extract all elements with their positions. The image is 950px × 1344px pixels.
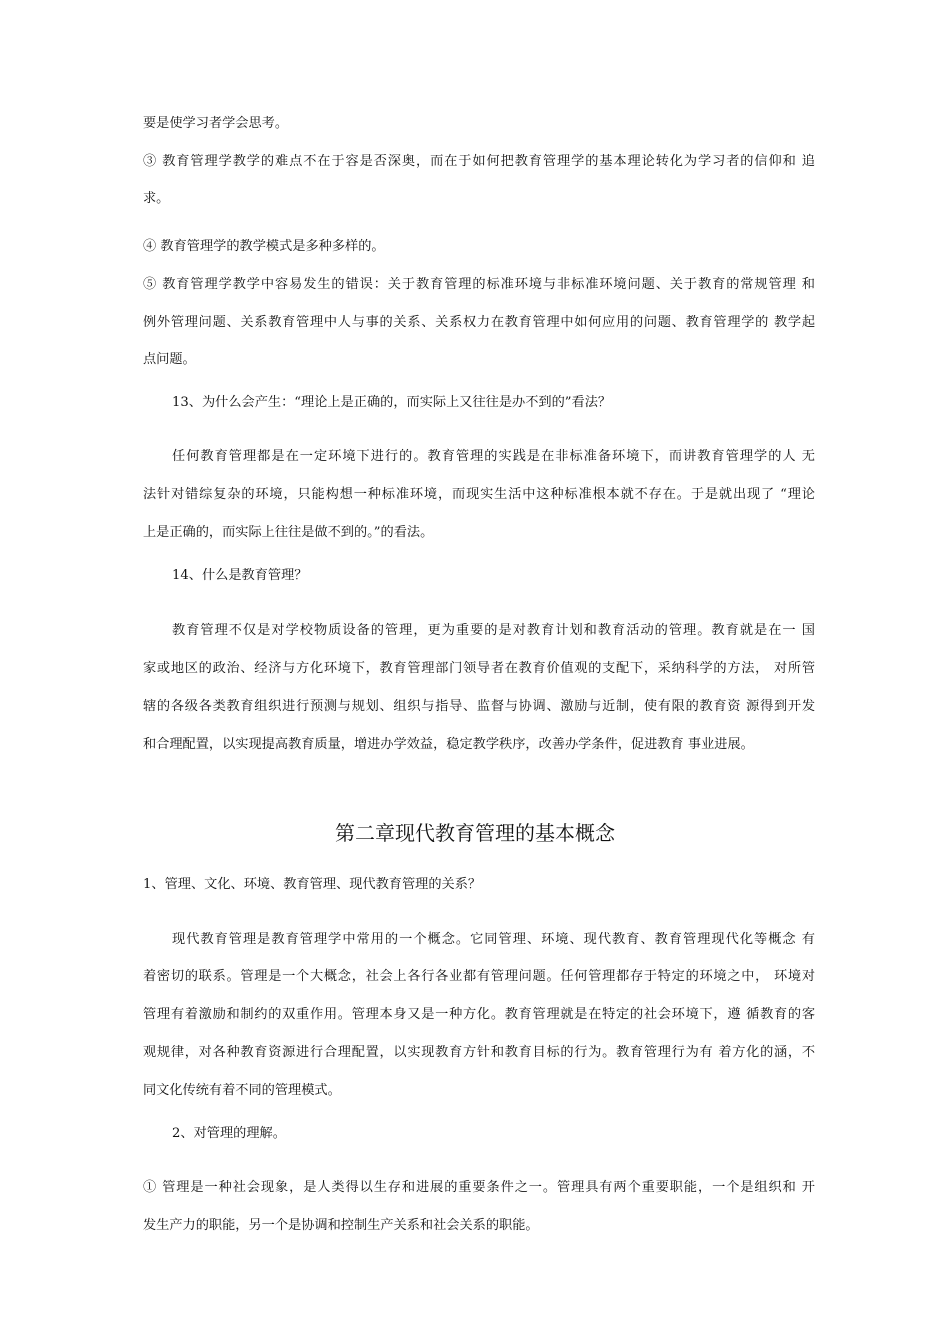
text-line: 辖的各级各类教育组织进行预测与规划、组织与指导、监督与协调、激励与近制，使有限的教育资 源得到开发 [143,699,815,714]
question-heading: 2、对管理的理解。 [172,1126,286,1141]
question-heading: 13、为什么会产生：“理论上是正确的，而实际上又往往是办不到的”看法？ [172,395,612,410]
question-heading: 14、什么是教育管理？ [172,568,308,583]
text-line: 和合理配置，以实现提高教育质量，增进办学效益，稳定教学秩序，改善办学条件，促进教育 事业进展。 [143,737,754,752]
question-heading: 1、管理、文化、环境、教育管理、现代教育管理的关系？ [143,877,482,892]
text-line: 着密切的联系。管理是一个大概念，社会上各行各业都有管理问题。任何管理都存于特定的环境之中， 环境对 [143,969,815,984]
chapter-title: 第二章现代教育管理的基本概念 [335,821,615,845]
text-line: 观规律，对各种教育资源进行合理配置，以实现教育方针和教育目标的行为。教育管理行为有 着方化的涵，不 [143,1045,815,1060]
text-line: 现代教育管理是教育管理学中常用的一个概念。它同管理、环境、现代教育、教育管理现代化等概念 有 [172,932,815,947]
text-line: 同文化传统有着不同的管理模式。 [143,1083,341,1098]
text-line: 管理有着激励和制约的双重作用。管理本身又是一种方化。教育管理就是在特定的社会环境下，遵 循教育的客 [143,1007,815,1022]
text-line: 求。 [143,191,170,206]
text-line: 例外管理问题、关系教育管理中人与事的关系、关系权力在教育管理中如何应用的问题、教育管理学的 教学起 [143,315,815,330]
text-line: 教育管理不仅是对学校物质设备的管理，更为重要的是对教育计划和教育活动的管理。教育就是在一 国 [172,623,815,638]
text-line: ① 管理是一种社会现象，是人类得以生存和进展的重要条件之一。管理具有两个重要职能，一个是组织和 开 [143,1180,815,1195]
text-line: ④ 教育管理学的教学模式是多种多样的。 [143,239,385,254]
text-line: 要是使学习者学会思考。 [143,116,289,131]
text-line: 任何教育管理都是在一定环境下进行的。教育管理的实践是在非标准备环境下，而讲教育管理学的人 无 [172,449,815,464]
text-line: ⑤ 教育管理学教学中容易发生的错误：关于教育管理的标准环境与非标准环境问题、关于教育的常规管理 和 [143,277,815,292]
text-line: 发生产力的职能，另一个是协调和控制生产关系和社会关系的职能。 [143,1218,539,1233]
text-line: ③ 教育管理学教学的难点不在于容是否深奥，而在于如何把教育管理学的基本理论转化为学习者的信仰和 追 [143,154,815,169]
text-line: 点问题。 [143,352,196,367]
text-line: 家或地区的政治、经济与方化环境下，教育管理部门领导者在教育价值观的支配下，采纳科学的方法， 对所管 [143,661,815,676]
text-line: 法针对错综复杂的环境，只能构想一种标准环境，而现实生活中这种标准根本就不存在。于是就出现了 “理论 [143,487,815,502]
text-line: 上是正确的，而实际上往往是做不到的。”的看法。 [143,525,434,540]
